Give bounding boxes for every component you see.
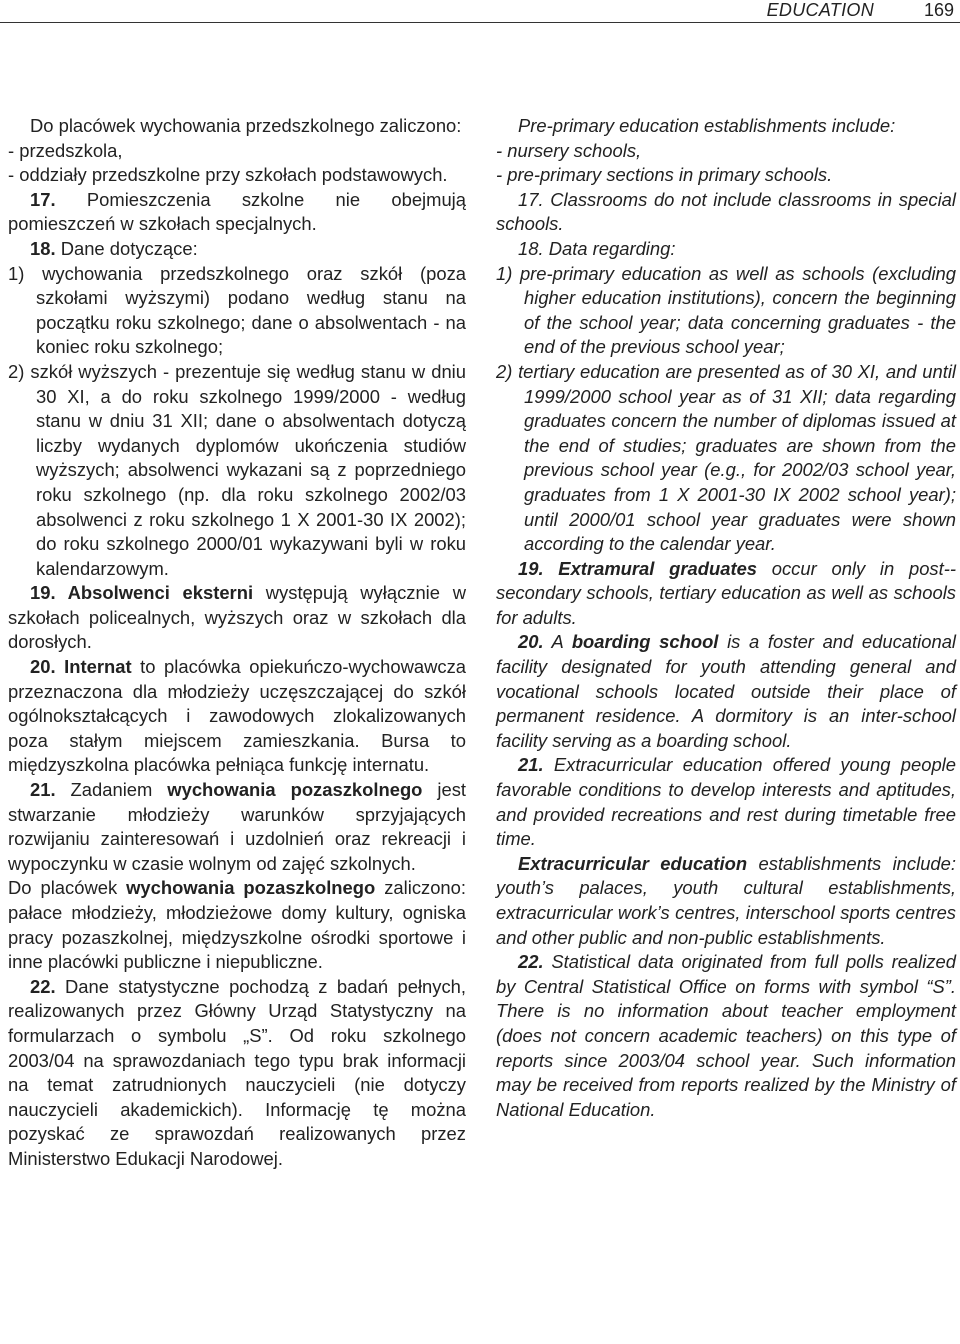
polish-column bbox=[8, 114, 466, 1172]
section-title: EDUCATION bbox=[766, 0, 874, 20]
note-text: występują wyłącznie w szkołach policealnych, wyższych oraz w szkołach dla dorosłych. bbox=[8, 582, 466, 653]
note-text: Dane dotyczące: bbox=[55, 237, 198, 259]
en-note-18-item-1: 1) pre-primary education as well as schools (excluding higher education institutions), concern the beginning of the school year; data concerning graduates - the end of the previous school year; bbox=[496, 262, 956, 358]
en-intro: Pre-primary education establishments include: bbox=[518, 115, 896, 136]
note-text: Data regarding: bbox=[543, 237, 676, 259]
en-note-22 bbox=[496, 950, 956, 1122]
pl-dash-2: - oddziały przedszkolne przy szkołach podstawowych. bbox=[8, 164, 448, 186]
term-bold: Internat bbox=[55, 656, 132, 678]
pl-note-21 bbox=[8, 778, 466, 876]
note-text: Statistical data originated from full polls realized by Central Statistical Office on forms with symbol “S”. There is no information about teacher employment (does not concern academic teachers) on this type of reports since 2003/04 school year. Such information may be received from reports realized by the Ministry of National Education. bbox=[496, 951, 956, 1120]
page-header bbox=[0, 0, 960, 23]
note-text: Pomieszczenia szkolne nie obejmują pomieszczeń w szkołach specjalnych. bbox=[8, 188, 466, 235]
note-number: 21. bbox=[518, 754, 544, 776]
pl-note-18 bbox=[8, 237, 466, 262]
en-note-21 bbox=[496, 753, 956, 851]
en-dash-1: - nursery schools, bbox=[496, 139, 642, 161]
note-text: A bbox=[543, 631, 572, 653]
en-note-17 bbox=[496, 188, 956, 237]
pl-note-22 bbox=[8, 975, 466, 1172]
note-text: Zadaniem bbox=[55, 779, 168, 801]
en-note-18 bbox=[496, 237, 956, 262]
en-note-18-item-2: 2) tertiary education are presented as of 30 XI, and until 1999/2000 school year as of 31 XII; data regarding graduates concern the number of diplomas issued at the end of studies; graduates are shown from the previous school year (e.g., for 2002/03 school year, graduates from 1 X 2001-30 IX 2002 school year); until 2000/01 school year graduates were shown according to the calendar year. bbox=[496, 360, 956, 555]
note-number: 19. bbox=[30, 582, 56, 604]
pl-note-20 bbox=[8, 655, 466, 778]
pl-dash-1: - przedszkola, bbox=[8, 139, 123, 161]
pl-note-17 bbox=[8, 188, 466, 237]
pl-note-18-item-2: 2) szkół wyższych - prezentuje się według stanu w dniu 30 XI, a do roku szkolnego 1999/2000 - według stanu w dniu 31 XII; dane o absolwentach dotyczą liczby wydanych dyplomów ukończenia studiów wyższych; absolwenci wykazani są z poprzedniego roku szkolnego (np. dla roku szkolnego 2002/03 absolwenci z roku szkolnego 1 X 2001-30 IX 2002); do roku szkolnego 2000/01 wykazywani byli w roku kalendarzowym. bbox=[8, 360, 466, 579]
term-bold: wychowania pozaszkolnego bbox=[126, 877, 376, 899]
note-number: 20. bbox=[518, 631, 544, 653]
term-bold: boarding school bbox=[571, 631, 719, 653]
note-text: zaliczono: pałace młodzieży, młodzieżowe domy kultury, ogniska pracy pozaszkolnej, międzyszkolne ośrodki sportowe i inne placówki publiczne i niepubliczne. bbox=[8, 877, 466, 973]
term-bold: Extramural graduates bbox=[543, 557, 758, 579]
english-column bbox=[496, 114, 956, 1122]
note-text: Classrooms do not include classrooms in special schools. bbox=[496, 188, 956, 235]
note-number: 18. bbox=[30, 237, 56, 259]
term-bold: Extracurricular education bbox=[518, 852, 748, 874]
en-note-21-cont bbox=[496, 852, 956, 950]
note-number: 20. bbox=[30, 656, 56, 678]
note-number: 18. bbox=[518, 237, 544, 259]
page-number: 169 bbox=[923, 0, 954, 20]
note-text: to placówka opiekuńczo-wychowawcza przeznaczona dla młodzieży uczęszczającej do szkół ogólnokształcących i zawodowych zlokalizowanych poza stałym miejscem zamieszkania. Bursa to międzyszkolna placówka pełniąca funkcję internatu. bbox=[8, 656, 466, 776]
note-text: is a foster and educational facility designated for youth attending general and vocational schools located outside their place of permanent residence. A dormitory is an inter-school facility serving as a boarding school. bbox=[496, 631, 957, 751]
term-bold: wychowania pozaszkolnego bbox=[167, 779, 423, 801]
pl-note-18-item-1: 1) wychowania przedszkolnego oraz szkół (poza szkołami wyższymi) podano według stanu na początku roku szkolnego; dane o absolwentach - na koniec roku szkolnego; bbox=[8, 262, 466, 358]
term-bold: Absolwenci eksterni bbox=[55, 582, 254, 604]
note-number: 22. bbox=[518, 951, 544, 973]
note-text: jest stwarzanie młodzieży warunków sprzyjających rozwijaniu zainteresowań i uzdolnień oraz rekreacji i wypoczynku w czasie wolnym od zajęć szkolnych. bbox=[8, 779, 467, 874]
note-number: 19. bbox=[518, 557, 544, 579]
en-note-20 bbox=[496, 630, 956, 753]
note-number: 17. bbox=[518, 188, 544, 210]
pl-note-21-cont bbox=[8, 876, 466, 974]
en-dash-2: - pre-primary sections in primary schools. bbox=[496, 164, 833, 186]
en-note-19 bbox=[496, 557, 956, 631]
note-text: Dane statystyczne pochodzą z badań pełnych, realizowanych przez Główny Urząd Statystyczny na formularzach o symbolu „S”. Od roku szkolnego 2003/04 na sprawozdaniach tego typu brak informacji na temat zatrudnionych nauczycieli (nie dotyczy nauczycieli akademickich). Informację tę można pozyskać ze sprawozdań realizowanych przez Ministerstwo Edukacji Narodowej. bbox=[8, 975, 466, 1169]
note-number: 22. bbox=[30, 975, 56, 997]
note-text: Extracurricular education offered young people favorable conditions to develop interests and aptitudes, and provided recreations and rest during timetable free time. bbox=[496, 754, 956, 850]
pl-note-19 bbox=[8, 581, 466, 655]
note-number: 21. bbox=[30, 779, 56, 801]
pl-intro: Do placówek wychowania przedszkolnego zaliczono: bbox=[30, 115, 462, 136]
note-text: Do placówek bbox=[8, 877, 127, 899]
note-text: occur only in post--secondary schools, tertiary education as well as schools for adults. bbox=[496, 557, 956, 628]
note-number: 17. bbox=[30, 188, 56, 210]
note-text: establishments include: youth’s palaces, youth cultural establishments, extracurricular work’s centres, interschool sports centres and other public and non-public establishments. bbox=[496, 852, 956, 948]
